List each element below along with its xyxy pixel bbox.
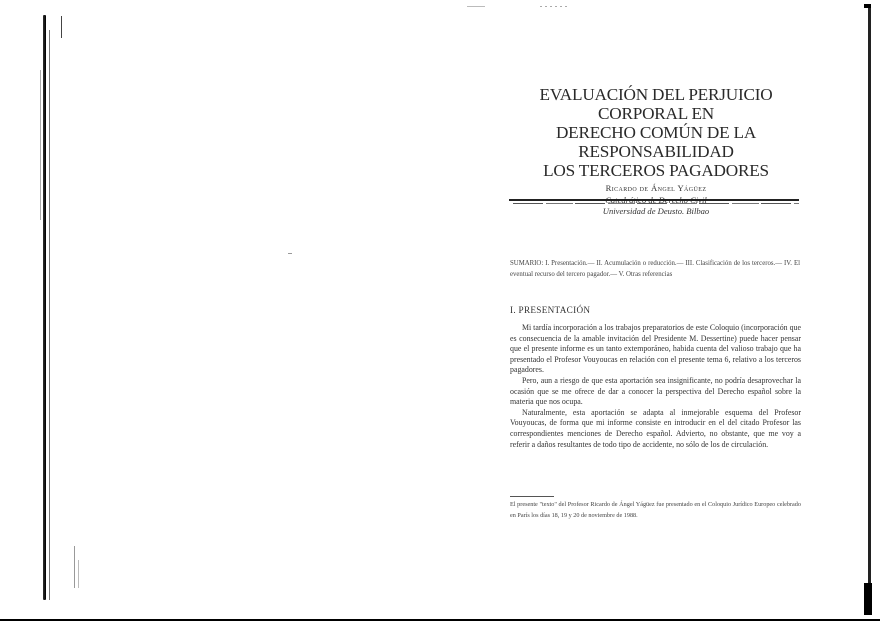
- scan-left-edge-shadow: [49, 30, 50, 600]
- scan-dust: [540, 6, 570, 7]
- scan-mark: [61, 16, 62, 38]
- title-line: LOS TERCEROS PAGADORES: [543, 161, 769, 180]
- title-line: EVALUACIÓN DEL PERJUICIO CORPORAL EN: [539, 85, 773, 123]
- body-text: [510, 323, 801, 450]
- summary: SUMARIO: I. Presentación.— II. Acumulación o reducción.— III. Clasificación de los terceros.— IV. El eventual recurso del tercero pagador.— V. Otras referencias: [510, 260, 800, 278]
- scan-dust: [288, 253, 292, 254]
- paragraph: Pero, aun a riesgo de que esta aportación sea insignificante, no podría desaprovechar la ocasión que se me ofrece de dar a conocer la perspectiva del Derecho español sobre la materia que nos ocupa.: [510, 375, 801, 407]
- scan-left-edge: [43, 15, 46, 600]
- header-rule: [509, 199, 799, 201]
- scan-right-edge-cap: [864, 4, 871, 8]
- scan-right-edge: [868, 5, 871, 590]
- footnote-rule: [510, 496, 554, 497]
- scan-mark: [78, 560, 79, 588]
- article-title: [508, 85, 804, 180]
- author-name: Ricardo de Ángel Yágüez: [605, 183, 707, 193]
- footnote: El presente "texto" del Profesor Ricardo de Ángel Yágüez fue presentado en el Coloquio Jurídico Europeo celebrado en París los días 18, 19 y 20 de noviembre de 1988.: [510, 501, 801, 519]
- scan-dust: [467, 6, 485, 7]
- scan-left-edge-faint: [40, 70, 41, 220]
- author-university: Universidad de Deusto. Bilbao: [602, 206, 710, 216]
- scan-bottom-edge: [0, 619, 880, 621]
- title-line: DERECHO COMÚN DE LA RESPONSABILIDAD: [555, 123, 757, 161]
- paragraph: Naturalmente, esta aportación se adapta al inmejorable esquema del Profesor Vouyoucas, de forma que mi informe consiste en introducir en el del citado Profesor las correspondientes menciones de Derecho español. Advierto, no obstante, que me voy a referir a daños resultantes de todo tipo de accidente, no sólo de los de circulación.: [510, 407, 801, 449]
- section-heading: I. PRESENTACIÓN: [510, 305, 591, 315]
- article-header: [508, 85, 804, 218]
- paragraph: Mi tardía incorporación a los trabajos preparatorios de este Coloquio (incorporación que es consecuencia de la amable invitación del Presidente M. Dessertine) puede hacer pensar que el presente informe es un tanto extemporáneo, habida cuenta del valioso trabajo que ha presentado el Profesor Vouyoucas en relación con el presente tema 6, relativo a los terceros pagadores.: [510, 323, 801, 375]
- header-rule-thin: [513, 203, 799, 204]
- scan-mark: [74, 546, 75, 588]
- scan-right-block: [864, 583, 872, 615]
